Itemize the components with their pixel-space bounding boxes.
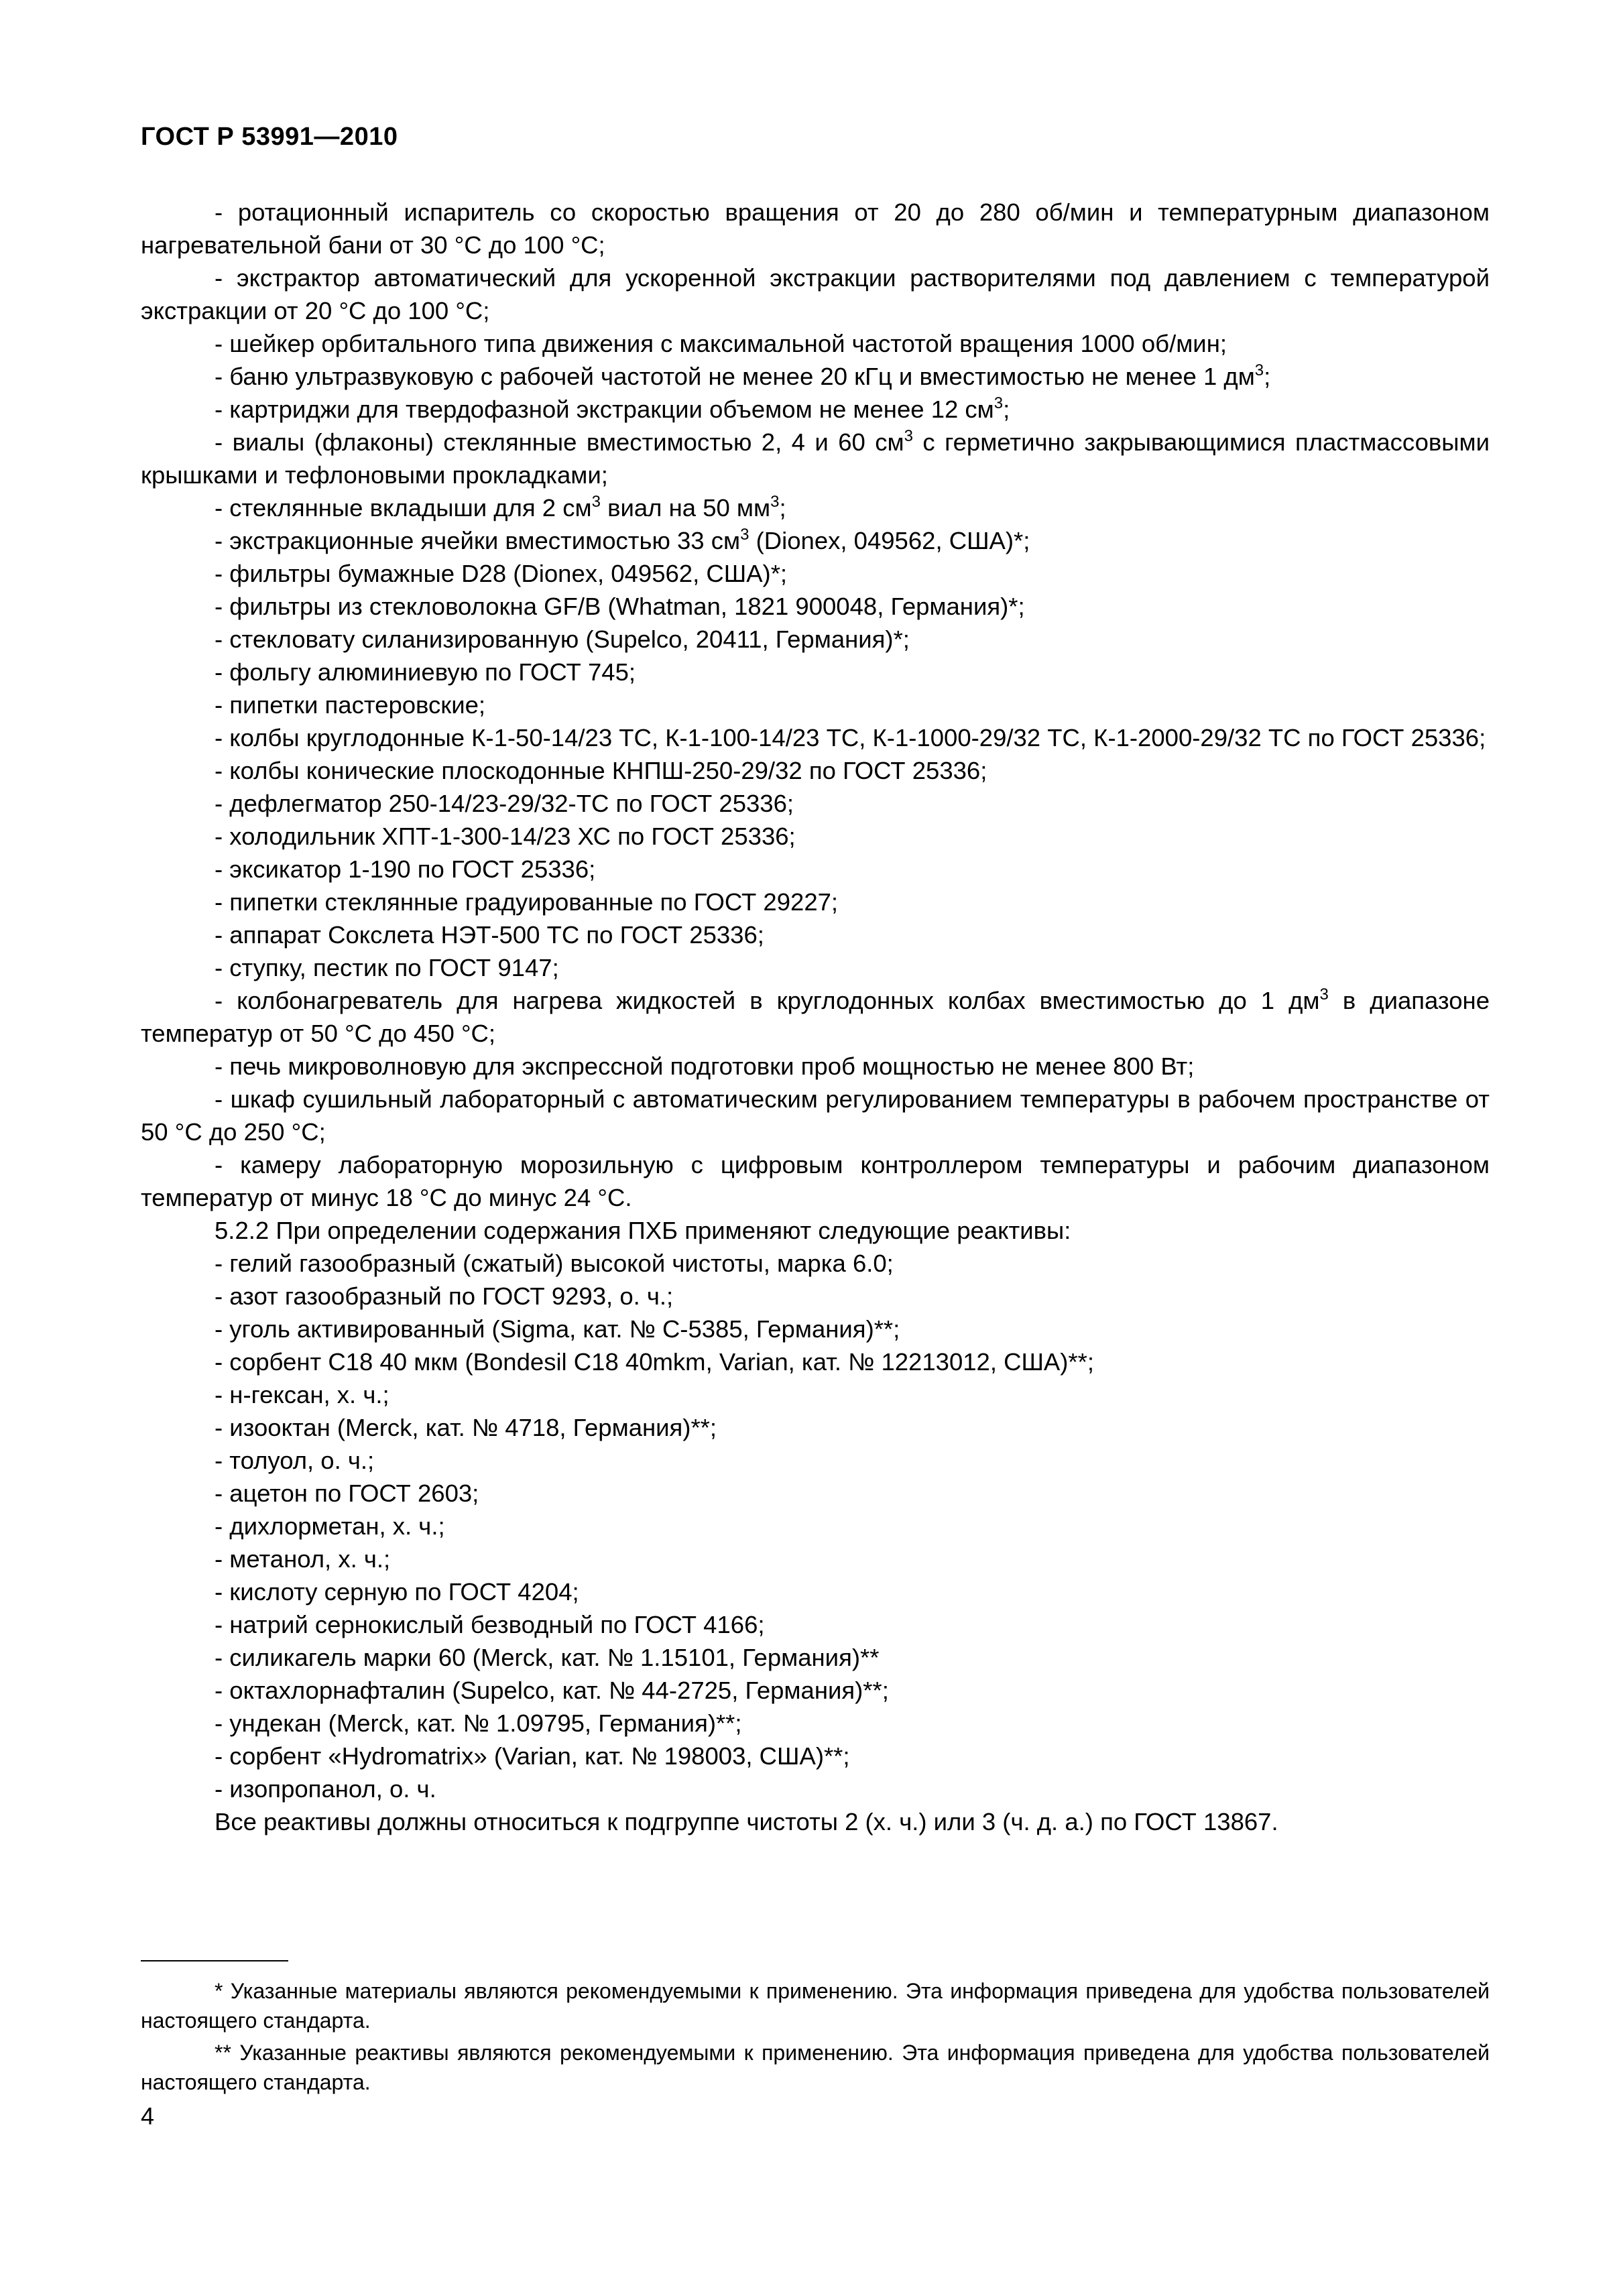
item-text: - силикагель марки 60 (Merck, кат. № 1.15101, Германия)** [215, 1644, 880, 1671]
item-superscript: 3 [1254, 361, 1264, 379]
item-text: - уголь активированный (Sigma, кат. № С-5385, Германия)**; [215, 1315, 900, 1343]
list-item [141, 1477, 1490, 1510]
list-item [141, 820, 1490, 853]
item-text: 5.2.2 При определении содержания ПХБ применяют следующие реактивы: [215, 1217, 1071, 1244]
item-text: - колбонагреватель для нагрева жидкостей в круглодонных колбах вместимостью до 1 дм [215, 987, 1320, 1014]
item-superscript: 3 [591, 493, 601, 511]
list-item [141, 754, 1490, 787]
item-text: - баню ультразвуковую с рабочей частотой не менее 20 кГц и вместимостью не менее 1 дм [215, 363, 1255, 390]
item-text: - ротационный испаритель со скоростью вращения от 20 до 280 об/мин и температурным диапазоном нагревательной бани от 30 °С до 100 °С; [141, 198, 1490, 259]
list-item [141, 787, 1490, 820]
item-text: - метанол, х. ч.; [215, 1545, 391, 1573]
item-text: - холодильник ХПТ-1-300-14/23 ХС по ГОСТ 25336; [215, 823, 796, 850]
list-item [141, 1444, 1490, 1477]
item-text: - фильтры из стекловолокна GF/B (Whatman, 1821 900048, Германия)*; [215, 593, 1025, 620]
item-text: - колбы круглодонные К-1-50-14/23 ТС, К-1-100-14/23 ТС, К-1-1000-29/32 ТС, К-1-2000-29/32 ТС по ГОСТ 25336; [215, 724, 1486, 751]
list-item [141, 1772, 1490, 1805]
page-number: 4 [141, 2102, 155, 2130]
list-item [141, 1313, 1490, 1345]
item-text: - шейкер орбитального типа движения с максимальной частотой вращения 1000 об/мин; [215, 330, 1227, 357]
item-text: - азот газообразный по ГОСТ 9293, о. ч.; [215, 1282, 674, 1310]
list-item [141, 721, 1490, 754]
item-text: - картриджи для твердофазной экстракции объемом не менее 12 см [215, 396, 994, 423]
item-text-continued: в диапазоне температур от 50 °С до 450 °С; [141, 987, 1490, 1047]
footnote: * Указанные материалы являются рекомендуемыми к применению. Эта информация приведена для удобства пользователей настоящего стандарта. [141, 1979, 1490, 2033]
list-item [141, 491, 1490, 524]
list-item [141, 1378, 1490, 1411]
item-text: - ступку, пестик по ГОСТ 9147; [215, 954, 559, 981]
list-item [141, 1740, 1490, 1772]
item-text-continued: ; [1003, 396, 1010, 423]
footnotes [141, 1976, 1490, 2100]
item-text: - дихлорметан, х. ч.; [215, 1512, 445, 1540]
list-item [141, 196, 1490, 261]
list-item [141, 557, 1490, 590]
list-item [141, 1050, 1490, 1083]
list-item [141, 393, 1490, 426]
list-item [141, 327, 1490, 360]
list-item [141, 688, 1490, 721]
item-text: - ундекан (Merck, кат. № 1.09795, Германия)**; [215, 1709, 742, 1737]
item-text-continued: с герметично закрывающимися пластмассовыми крышками и тефлоновыми прокладками; [141, 428, 1490, 489]
item-text: - кислоту серную по ГОСТ 4204; [215, 1578, 579, 1606]
item-text: - пипетки стеклянные градуированные по ГОСТ 29227; [215, 888, 839, 916]
item-text: - экстракционные ячейки вместимостью 33 см [215, 527, 741, 554]
item-superscript: 3 [994, 394, 1004, 412]
document-header: ГОСТ Р 53991—2010 [141, 123, 398, 151]
item-text: - аппарат Сокслета НЭТ-500 ТС по ГОСТ 25336; [215, 921, 764, 949]
item-text: - эксикатор 1-190 по ГОСТ 25336; [215, 855, 596, 883]
list-item [141, 426, 1490, 491]
item-superscript: 3 [1319, 985, 1329, 1004]
footnote-separator [141, 1960, 288, 1961]
list-item [141, 623, 1490, 656]
list-item [141, 1575, 1490, 1608]
item-superscript: 3 [740, 526, 749, 544]
footnote: ** Указанные реактивы являются рекомендуемыми к применению. Эта информация приведена для удобства пользователей настоящего стандарта. [141, 2041, 1490, 2094]
item-text: - стеклянные вкладыши для 2 см [215, 494, 592, 522]
item-text: - октахлорнафталин (Supelco, кат. № 44-2725, Германия)**; [215, 1677, 889, 1704]
list-item [141, 1805, 1490, 1838]
list-item [141, 853, 1490, 886]
document-body [141, 196, 1490, 1838]
list-item [141, 1214, 1490, 1247]
item-text: - гелий газообразный (сжатый) высокой чистоты, марка 6.0; [215, 1250, 894, 1277]
list-item [141, 951, 1490, 984]
list-item [141, 1608, 1490, 1641]
item-superscript: 3 [770, 493, 780, 511]
item-text: - н-гексан, х. ч.; [215, 1381, 389, 1408]
list-item [141, 1641, 1490, 1674]
item-text-continued: виал на 50 мм [600, 494, 771, 522]
list-item [141, 1148, 1490, 1214]
item-superscript: 3 [904, 427, 913, 445]
item-text: - камеру лабораторную морозильную с цифровым контроллером температуры и рабочим диапазоном температур от минус 18 °С до минус 24 °С. [141, 1151, 1490, 1211]
list-item [141, 261, 1490, 327]
item-text-continued: ; [1264, 363, 1271, 390]
list-item [141, 1411, 1490, 1444]
item-text: - печь микроволновую для экспрессной подготовки проб мощностью не менее 800 Вт; [215, 1052, 1195, 1080]
list-item [141, 1510, 1490, 1543]
item-text: - ацетон по ГОСТ 2603; [215, 1479, 479, 1507]
item-text: - фильтры бумажные D28 (Dionex, 049562, США)*; [215, 560, 788, 587]
list-item [141, 524, 1490, 557]
list-item [141, 1674, 1490, 1707]
item-text: - пипетки пастеровские; [215, 691, 486, 719]
item-text: Все реактивы должны относиться к подгруппе чистоты 2 (х. ч.) или 3 (ч. д. а.) по ГОСТ 13867. [215, 1808, 1278, 1835]
item-text: - шкаф сушильный лабораторный с автоматическим регулированием температуры в рабочем пространстве от 50 °С до 250 °С; [141, 1085, 1490, 1146]
item-text: - натрий сернокислый безводный по ГОСТ 4166; [215, 1611, 765, 1638]
item-text: - колбы конические плоскодонные КНПШ-250-29/32 по ГОСТ 25336; [215, 757, 987, 784]
item-text: - стекловату силанизированную (Supelco, 20411, Германия)*; [215, 625, 910, 653]
list-item [141, 1345, 1490, 1378]
item-text: - дефлегматор 250-14/23-29/32-ТС по ГОСТ 25336; [215, 790, 794, 817]
list-item [141, 1083, 1490, 1148]
item-text: - изооктан (Merck, кат. № 4718, Германия)**; [215, 1414, 717, 1441]
list-item [141, 590, 1490, 623]
list-item [141, 984, 1490, 1050]
list-item [141, 1707, 1490, 1740]
item-text: - фольгу алюминиевую по ГОСТ 745; [215, 658, 636, 686]
list-item [141, 360, 1490, 393]
item-text: - сорбент С18 40 мкм (Bondesil C18 40mkm, Varian, кат. № 12213012, США)**; [215, 1348, 1094, 1376]
list-item [141, 1280, 1490, 1313]
list-item [141, 886, 1490, 918]
list-item [141, 918, 1490, 951]
list-item [141, 1543, 1490, 1575]
item-text-continued: (Dionex, 049562, США)*; [749, 527, 1030, 554]
item-text: - сорбент «Hydromatrix» (Varian, кат. № 198003, США)**; [215, 1742, 850, 1770]
list-item [141, 656, 1490, 688]
item-text: - толуол, о. ч.; [215, 1447, 375, 1474]
list-item [141, 1247, 1490, 1280]
item-text: - экстрактор автоматический для ускоренной экстракции растворителями под давлением с температурой экстракции от 20 °С до 100 °С; [141, 264, 1490, 324]
item-text-continued: ; [779, 494, 786, 522]
item-text: - виалы (флаконы) стеклянные вместимостью 2, 4 и 60 см [215, 428, 904, 456]
item-text: - изопропанол, о. ч. [215, 1775, 436, 1803]
